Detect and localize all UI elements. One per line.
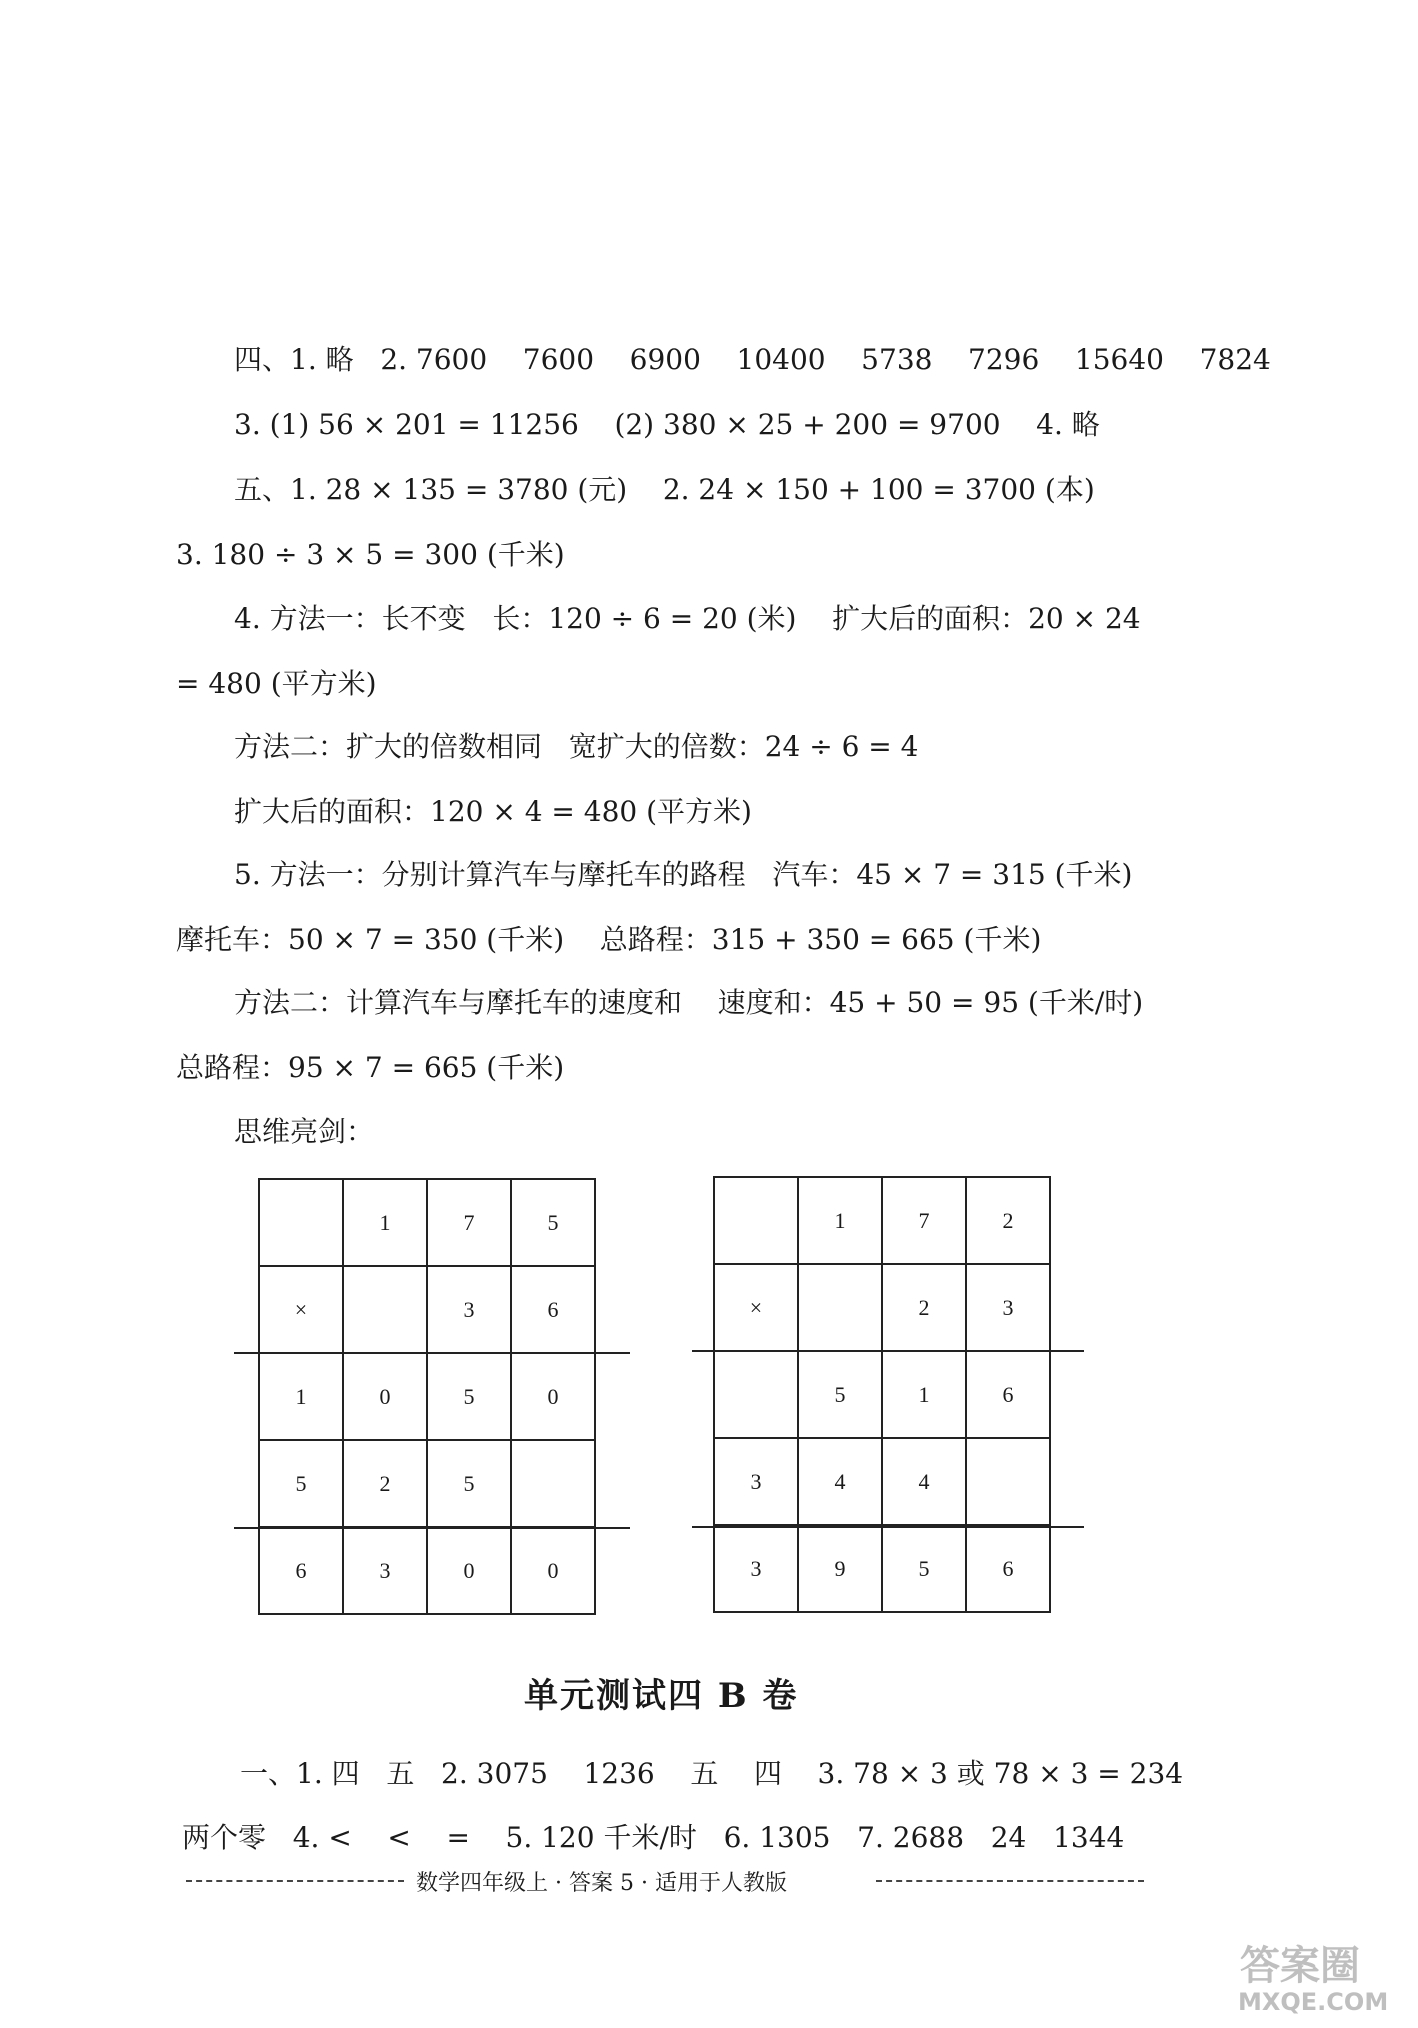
grid2-cell: 5 [882, 1525, 966, 1612]
grid2-cell: 2 [882, 1264, 966, 1351]
answer-line-3: 五、1. 28 × 135 = 3780 (元) 2. 24 × 150 + 100 = 3700 (本) [234, 473, 1095, 506]
multiplication-grid-2 [713, 1176, 1051, 1613]
grid1-cell: 6 [259, 1527, 343, 1614]
grid1-cell: 0 [343, 1353, 427, 1440]
answer-b-line-1: 一、1. 四 五 2. 3075 1236 五 四 3. 78 × 3 或 78 × 3 = 234 [240, 1757, 1184, 1790]
grid2-cell: 3 [714, 1438, 798, 1525]
grid1-product-rule [234, 1352, 630, 1354]
grid2-cell: 4 [882, 1438, 966, 1525]
grid2-cell: 4 [798, 1438, 882, 1525]
grid1-cell: 0 [511, 1353, 595, 1440]
grid2-cell: 7 [882, 1177, 966, 1264]
grid2-cell: 3 [714, 1525, 798, 1612]
grid2-cell: 2 [966, 1177, 1050, 1264]
answer-line-4: 3. 180 ÷ 3 × 5 = 300 (千米) [176, 538, 565, 571]
grid1-cell [343, 1266, 427, 1353]
grid1-cell: 5 [427, 1440, 511, 1527]
grid2-cell: 3 [966, 1264, 1050, 1351]
grid1-cell: 2 [343, 1440, 427, 1527]
page-footer: 数学四年级上 · 答案 5 · 适用于人教版 [416, 1871, 787, 1896]
grid1-sum-rule [234, 1527, 630, 1529]
answer-line-13: 思维亮剑： [234, 1115, 375, 1148]
grid1-cell: 5 [511, 1179, 595, 1266]
answer-line-6: = 480 (平方米) [176, 667, 377, 700]
answer-line-8: 扩大后的面积：120 × 4 = 480 (平方米) [234, 795, 752, 828]
grid1-cell: 1 [343, 1179, 427, 1266]
answer-line-5: 4. 方法一：长不变 长：120 ÷ 6 = 20 (米) 扩大后的面积：20 × 24 [234, 602, 1141, 635]
footer-rule-right [876, 1880, 1144, 1882]
answer-line-2: 3. (1) 56 × 201 = 11256 (2) 380 × 25 + 200 = 9700 4. 略 [234, 408, 1100, 441]
grid1-cell: 0 [427, 1527, 511, 1614]
answer-line-1: 四、1. 略 2. 7600 7600 6900 10400 5738 7296 15640 7824 [234, 343, 1271, 376]
grid1-cell: 0 [511, 1527, 595, 1614]
footer-rule-left [186, 1880, 404, 1882]
grid1-cell [511, 1440, 595, 1527]
grid2-cell [714, 1177, 798, 1264]
grid1-cell: × [259, 1266, 343, 1353]
grid2-cell [714, 1351, 798, 1438]
grid2-cell: 6 [966, 1525, 1050, 1612]
answer-b-line-2: 两个零 4. < < = 5. 120 千米/时 6. 1305 7. 2688 24 1344 [182, 1821, 1125, 1854]
grid2-cell [966, 1438, 1050, 1525]
multiplication-grid-1 [258, 1178, 596, 1615]
section-title: 单元测试四 B 卷 [524, 1676, 799, 1716]
grid1-cell: 3 [427, 1266, 511, 1353]
grid1-cell: 5 [427, 1353, 511, 1440]
grid1-cell: 6 [511, 1266, 595, 1353]
grid2-cell: 9 [798, 1525, 882, 1612]
grid2-cell: 1 [882, 1351, 966, 1438]
grid2-cell: 6 [966, 1351, 1050, 1438]
answer-line-11: 方法二：计算汽车与摩托车的速度和 速度和：45 + 50 = 95 (千米/时) [234, 986, 1144, 1019]
answer-line-7: 方法二：扩大的倍数相同 宽扩大的倍数：24 ÷ 6 = 4 [234, 730, 919, 763]
answer-line-9: 5. 方法一：分别计算汽车与摩托车的路程 汽车：45 × 7 = 315 (千米) [234, 858, 1133, 891]
answer-line-12: 总路程：95 × 7 = 665 (千米) [176, 1051, 565, 1084]
grid1-cell: 1 [259, 1353, 343, 1440]
grid2-cell: 5 [798, 1351, 882, 1438]
grid1-cell [259, 1179, 343, 1266]
grid2-cell: 1 [798, 1177, 882, 1264]
watermark-url: MXQE.COM [1238, 1988, 1389, 2016]
grid1-cell: 5 [259, 1440, 343, 1527]
grid1-cell: 7 [427, 1179, 511, 1266]
grid2-product-rule [692, 1350, 1084, 1352]
grid2-sum-rule [692, 1526, 1084, 1528]
grid2-cell [798, 1264, 882, 1351]
answer-line-10: 摩托车：50 × 7 = 350 (千米) 总路程：315 + 350 = 665 (千米) [176, 923, 1042, 956]
grid2-cell: × [714, 1264, 798, 1351]
grid1-cell: 3 [343, 1527, 427, 1614]
watermark-logo: 答案圈 [1240, 1943, 1360, 1989]
